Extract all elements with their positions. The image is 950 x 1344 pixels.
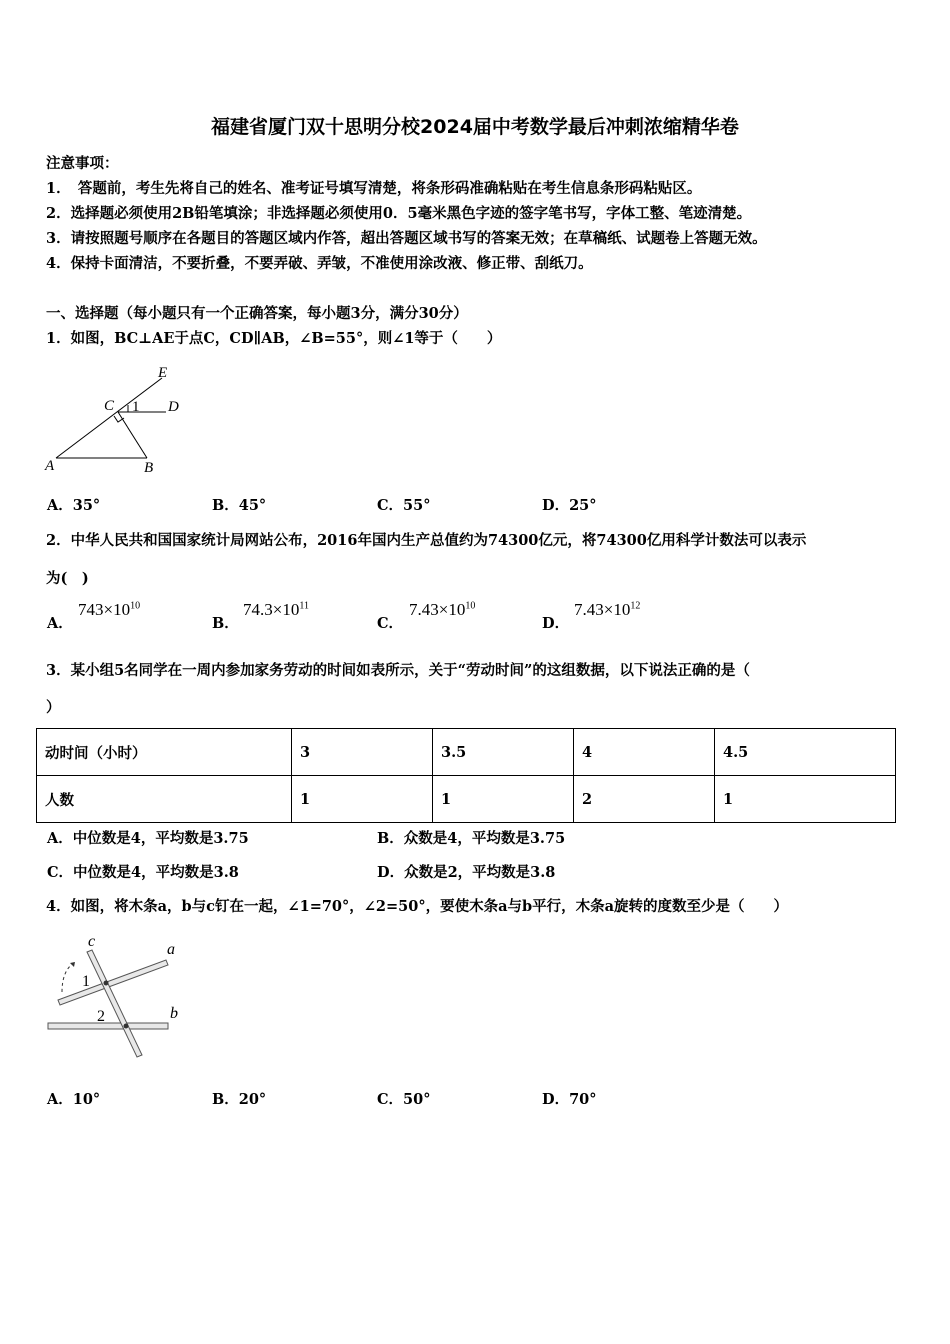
- question-2-stem: 2．中华人民共和国国家统计局网站公布，2016年国内生产总值约为74300亿元，将74300亿用科学计数法可以表示: [46, 532, 807, 549]
- question-4-stem: 4．如图，将木条a，b与c钉在一起，∠1=70°，∠2=50°，要使木条a与b平行，木条a旋转的度数至少是（ ）: [46, 898, 789, 915]
- table-row: [37, 729, 896, 776]
- option-b: B．众数是4，平均数是3.75: [377, 830, 566, 847]
- option-d: D．众数是2，平均数是3.8: [377, 864, 556, 881]
- label-b: B: [144, 460, 154, 476]
- question-3-stem: 3．某小组5名同学在一周内参加家务劳动的时间如表所示，关于“劳动时间”的这组数据，以下说法正确的是（: [46, 662, 750, 679]
- option-d: D．70°: [542, 1091, 597, 1108]
- option-a-expression: $743\times 10^{10}$: [78, 600, 141, 619]
- option-a: A．35°: [47, 497, 101, 514]
- table-cell: 1: [715, 776, 896, 823]
- option-d-expression: $7.43\times 10^{12}$: [574, 600, 641, 619]
- label-e: E: [158, 365, 168, 381]
- question-3-stem-cont: ）: [46, 699, 61, 716]
- table-cell: 3.5: [433, 729, 574, 776]
- option-c-expression: $7.43\times 10^{10}$: [409, 600, 476, 619]
- label-a: a: [167, 941, 175, 958]
- notes-header: 注意事项：: [46, 155, 119, 172]
- table-cell: 4.5: [715, 729, 896, 776]
- option-c: C．中位数是4，平均数是3.8: [47, 864, 239, 881]
- angle-1-label: 1: [132, 399, 140, 415]
- angle-2-label: 2: [97, 1008, 105, 1025]
- option-c: C．: [377, 615, 404, 632]
- note-item: 4．保持卡面清洁，不要折叠，不要弄破、弄皱，不准使用涂改液、修正带、刮纸刀。: [46, 255, 593, 272]
- option-b: B．: [212, 615, 239, 632]
- table-cell: 2: [574, 776, 715, 823]
- table-cell: 1: [433, 776, 574, 823]
- question-1-stem: 1．如图，BC⊥AE于点C，CD∥AB，∠B=55°，则∠1等于（ ）: [46, 330, 502, 347]
- question-2-stem-cont: 为( ): [46, 570, 89, 587]
- angle-1-label: 1: [82, 973, 90, 990]
- option-a: A．中位数是4，平均数是3.75: [47, 830, 249, 847]
- option-b: B．45°: [212, 497, 267, 514]
- note-item: 3．请按照题号顺序在各题目的答题区域内作答，超出答题区域书写的答案无效；在草稿纸、试题卷上答题无效。: [46, 230, 767, 247]
- label-a: A: [45, 458, 55, 474]
- table-cell: 动时间（小时）: [37, 729, 292, 776]
- option-d: D．25°: [542, 497, 597, 514]
- question-4-figure: [40, 930, 200, 1070]
- option-a: A．: [47, 615, 73, 632]
- section-heading: 一、选择题（每小题只有一个正确答案，每小题3分，满分30分）: [46, 305, 468, 322]
- label-c: C: [104, 398, 115, 414]
- question-1-figure: [40, 360, 240, 480]
- note-item: 1． 答题前，考生先将自己的姓名、准考证号填写清楚，将条形码准确粘贴在考生信息条形码粘贴区。: [46, 180, 702, 197]
- note-item: 2．选择题必须使用2B铅笔填涂；非选择题必须使用0．5毫米黑色字迹的签字笔书写，字体工整、笔迹清楚。: [46, 205, 752, 222]
- label-c: c: [88, 933, 96, 950]
- table-cell: 1: [292, 776, 433, 823]
- option-a: A．10°: [47, 1091, 101, 1108]
- table-cell: 3: [292, 729, 433, 776]
- label-b: b: [170, 1005, 178, 1022]
- option-b: B．20°: [212, 1091, 267, 1108]
- option-c: C．50°: [377, 1091, 431, 1108]
- table-row: [37, 776, 896, 823]
- option-d: D．: [542, 615, 570, 632]
- option-c: C．55°: [377, 497, 431, 514]
- document-title: 福建省厦门双十思明分校2024届中考数学最后冲刺浓缩精华卷: [211, 116, 739, 138]
- label-d: D: [168, 399, 179, 415]
- table-cell: 人数: [37, 776, 292, 823]
- option-b-expression: $74.3\times 10^{11}$: [243, 600, 309, 619]
- labor-time-table: [36, 728, 896, 823]
- table-cell: 4: [574, 729, 715, 776]
